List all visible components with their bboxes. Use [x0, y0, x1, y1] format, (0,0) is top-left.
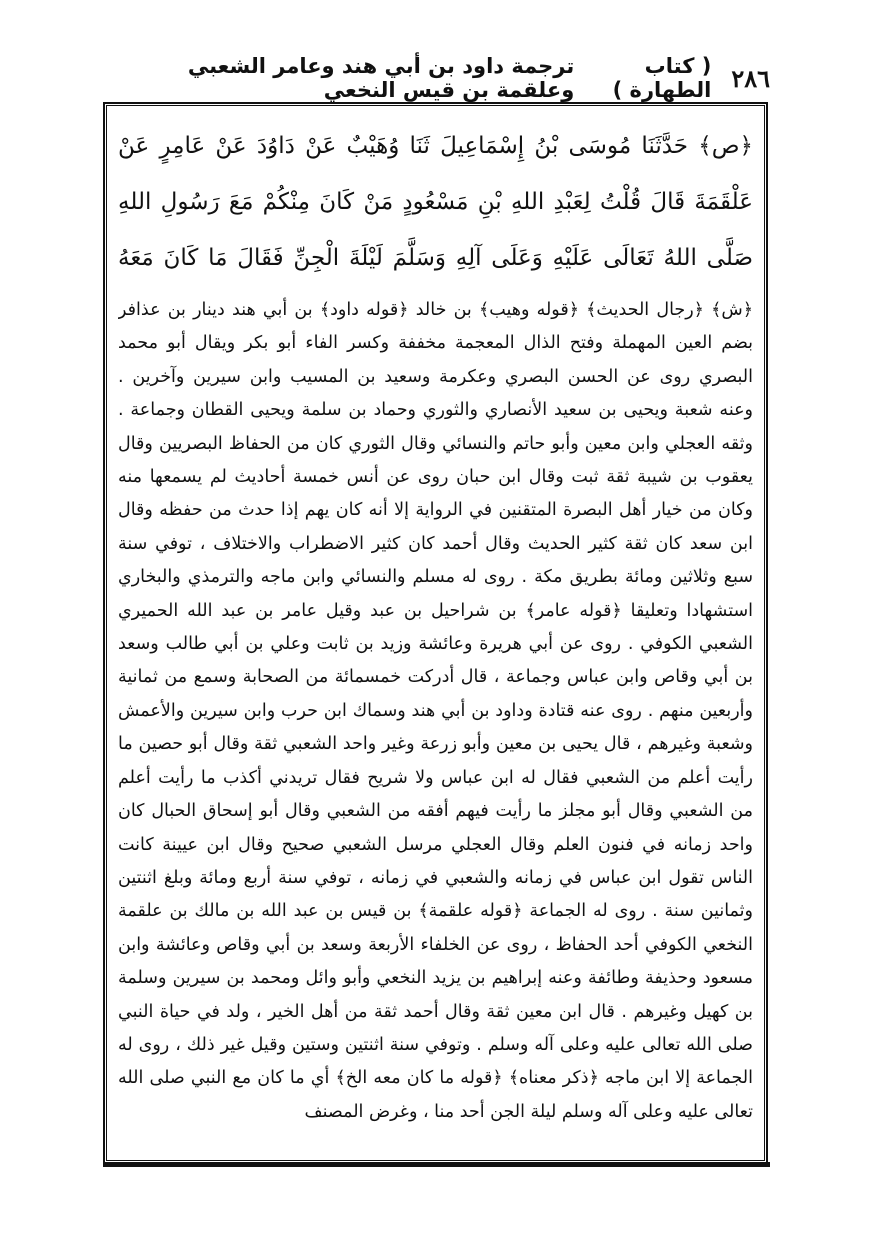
page-number: ٢٨٦ — [731, 63, 770, 93]
chapter-title: ( كتاب الطهارة ) — [612, 54, 712, 102]
section-title: ترجمة داود بن أبي هند وعامر الشعبي وعلقمة بن قيس النخعي — [187, 54, 575, 102]
commentary-section — [118, 294, 753, 1129]
running-header — [130, 54, 770, 102]
commentary-text: ﴿ش﴾ ﴿رجال الحديث﴾ ﴿قوله وهيب﴾ بن خالد ﴿قوله داود﴾ بن أبي هند دينار بن عذافر بضم العين المهملة وفتح الذال المعجمة مخففة وكسر الفاء أبو بكر ويقال أبو محمد البصري روى عن الحسن البصري وعكرمة وسعيد بن المسيب وابن سيرين وآخرين . وعنه شعبة ويحيى بن سعيد الأنصاري والثوري وحماد بن سلمة ويحيى القطان وجماعة . وثقه العجلي وابن معين وأبو حاتم والنسائي وقال الثوري كان من الحفاظ البصريين وقال يعقوب بن شيبة ثقة ثبت وقال ابن حبان روى عن أنس خمسة أحاديث لم يسمعها منه وكان من خيار أهل البصرة المتقنين في الرواية إلا أنه كان يهم إذا حدث من حفظه وقال ابن سعد كان ثقة كثير الحديث وقال أحمد كان كثير الاضطراب والاختلاف ، توفي سنة سبع وثلاثين ومائة بطريق مكة . روى له مسلم والنسائي وابن ماجه والترمذي والبخاري استشهادا وتعليقا ﴿قوله عامر﴾ بن شراحيل بن عبد وقيل عامر بن عبد الله الحميري الشعبي الكوفي . روى عن أبي هريرة وعائشة وزيد بن ثابت وعلي بن أبي طالب وسعد بن أبي وقاص وابن عباس وجماعة ، قال أدركت خمسمائة من الصحابة وسمع من ثمانية وأربعين منهم . روى عنه قتادة وداود بن أبي هند وسماك ابن حرب وابن سيرين والأعمش وشعبة وغيرهم ، قال يحيى بن معين وأبو زرعة وغير واحد الشعبي ثقة وقال أبو حصين ما رأيت أعلم من الشعبي فقال له ابن عباس ولا شريح فقال تريدني أكذب ما رأيت أعلم من الشعبي وقال أبو مجلز ما رأيت فيهم أفقه من الشعبي وقال أبو إسحاق الحبال كان واحد زمانه في فنون العلم وقال العجلي مرسل الشعبي صحيح وقال ابن عيينة كانت الناس تقول ابن عباس في زمانه والشعبي في زمانه ، توفي سنة أربع ومائة وبلغ اثنتين وثمانين سنة . روى له الجماعة ﴿قوله علقمة﴾ بن قيس بن عبد الله بن مالك بن علقمة النخعي الكوفي أحد الحفاظ ، روى عن الخلفاء الأربعة وسعد بن أبي وقاص وعائشة وابن مسعود وحذيفة وطائفة وعنه إبراهيم بن يزيد النخعي وأبو وائل ومحمد بن سيرين وسلمة بن كهيل وغيرهم . قال ابن معين ثقة وقال أحمد ثقة من أهل الخير ، ولد في حياة النبي صلى الله تعالى عليه وعلى آله وسلم . وتوفي سنة اثنتين وستين وقيل غير ذلك ، روى له الجماعة إلا ابن ماجه ﴿ذكر معناه﴾ ﴿قوله ما كان معه الخ﴾ أي ما كان مع النبي صلى الله تعالى عليه وعلى آله وسلم ليلة الجن أحد منا ، وغرض المصنف — [118, 300, 753, 1122]
page-frame-bottom-rule — [103, 1162, 770, 1167]
page-content — [118, 118, 753, 1153]
hadith-text: ﴿ص﴾ حَدَّثَنَا مُوسَى بْنُ إِسْمَاعِيلَ ثَنَا وُهَيْبٌ عَنْ دَاوُدَ عَنْ عَامِرٍ عَنْ عَلْقَمَةَ قَالَ قُلْتُ لِعَبْدِ اللهِ بْنِ مَسْعُودٍ مَنْ كَانَ مِنْكُمْ مَعَ رَسُولِ اللهِ صَلَّى اللهُ تَعَالَى عَلَيْهِ وَعَلَى آلِهِ وَسَلَّمَ لَيْلَةَ الْجِنِّ فَقَالَ مَا كَانَ مَعَهُ — [118, 133, 753, 271]
